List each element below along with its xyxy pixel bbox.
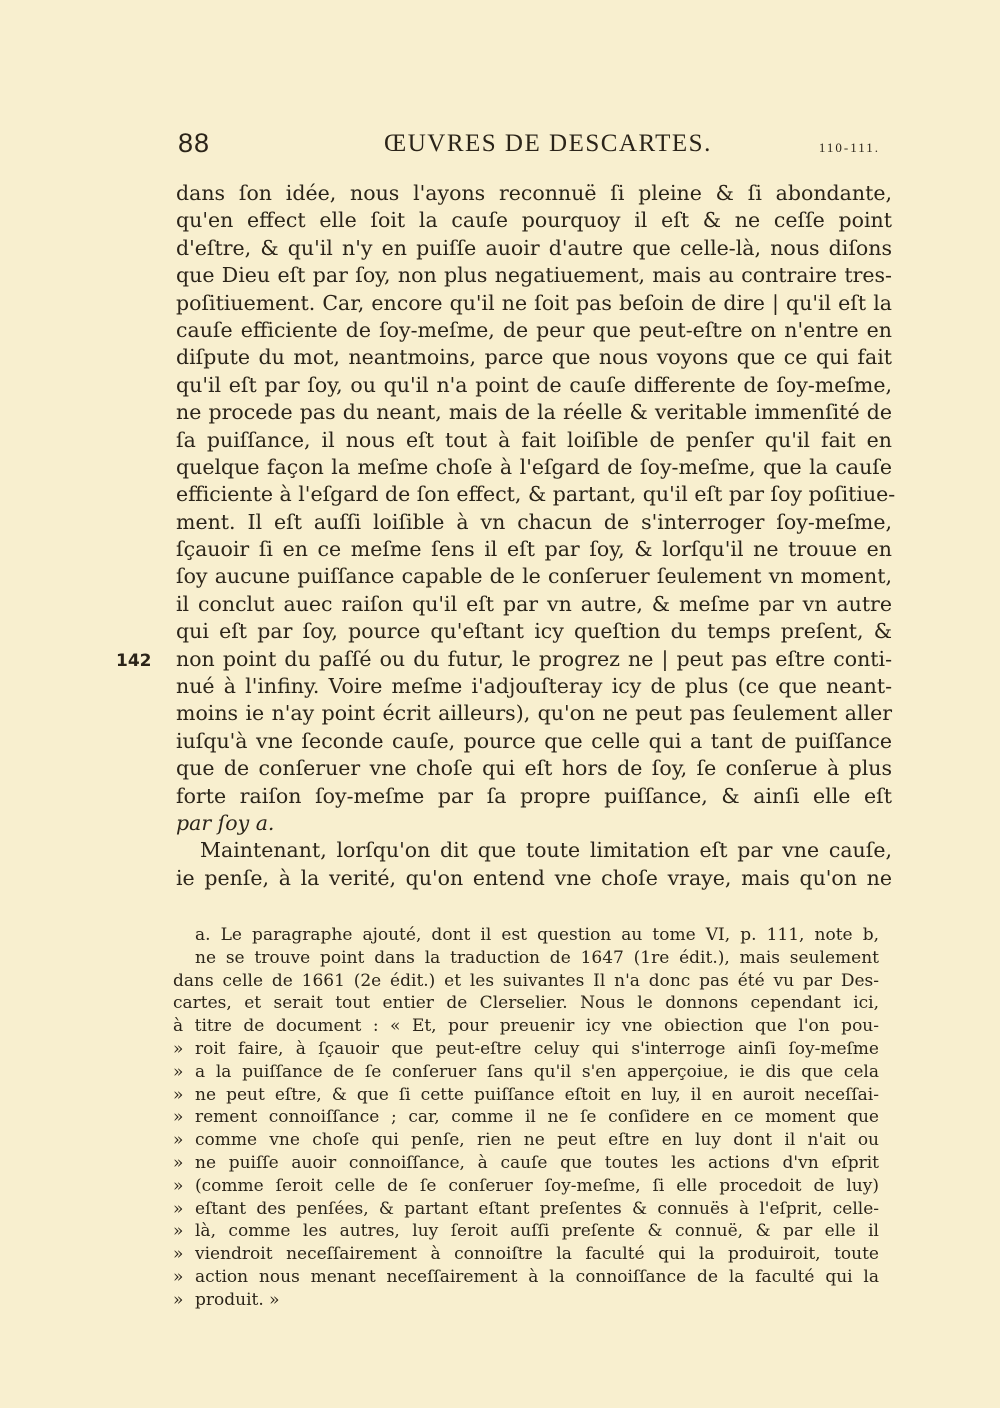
quote-mark: » [173,1038,184,1059]
text-line: que Dieu eſt par ſoy, non plus negatiuement, mais au contraire tres- [176,263,892,288]
quote-mark: » [173,1175,184,1196]
footnote-line: ne se trouve point dans la traduction de 1647 (1re édit.), mais seulement [195,947,879,968]
footnote-quote-line [173,1084,879,1107]
footnote-quote-line [173,1061,879,1084]
footnote-line: a. Le paragraphe ajouté, dont il est question au tome VI, p. 111, note b, [195,925,879,945]
quote-text: produit. » [195,1289,280,1310]
text-line: nué à l'infiny. Voire meſme i'adjouſteray icy de plus (ce que neant- [176,674,892,699]
text-line: qu'il eſt par ſoy, ou qu'il n'a point de cauſe differente de ſoy-meſme, [176,372,892,397]
quote-text: roit faire, à ſçauoir que peut-eſtre celuy qui s'interroge ainſi ſoy-meſme [195,1038,879,1059]
text-line: que de conſeruer vne choſe qui eſt hors de ſoy, ſe conſerue à plus [176,756,892,781]
footnote-quote-line [173,1220,879,1243]
footnote-quote-line [173,1129,879,1152]
text-line: ſoy aucune puiſſance capable de le conſeruer ſeulement vn moment, [176,564,892,589]
text-line: diſpute du mot, neantmoins, parce que nous voyons que ce qui fait [176,345,892,370]
quote-mark: » [173,1107,184,1128]
text-line: Maintenant, lorſqu'on dit que toute limitation eſt par vne cauſe, [200,838,892,863]
quote-mark: » [173,1221,184,1242]
quote-mark: » [173,1130,184,1151]
quote-mark: » [173,1289,184,1310]
footnote [173,924,879,1312]
folio-range: 110-111. [818,140,880,155]
quote-text: là, comme les autres, luy ſeroit auſſi preſente & connuë, & par elle il [195,1221,879,1242]
margin-page-reference: 142 [116,651,152,671]
quote-text: a la puiſſance de ſe conſeruer ſans qu'il s'en apperçoiue, ie dis que cela [195,1061,879,1082]
text-line: ne procede pas du neant, mais de la réelle & veritable immenſité de [176,400,892,425]
text-line: forte raiſon ſoy-meſme par ſa propre puiſſance, & ainſi elle eſt [176,783,892,808]
footnote-quote-line [173,1106,879,1129]
quote-mark: » [173,1084,184,1105]
text-line: efficiente à l'eſgard de ſon effect, & partant, qu'il eſt par ſoy poſitiue- [176,482,896,507]
text-line: poſitiuement. Car, encore qu'il ne ſoit pas beſoin de dire | qu'il eſt la [176,290,892,315]
main-text [176,180,896,892]
quote-mark: » [173,1061,184,1082]
quote-text: action nous menant neceſſairement à la connoiſſance de la faculté qui la [195,1266,879,1287]
footnote-quote-line [173,1243,879,1266]
running-title: ŒUVRES DE DESCARTES. [384,130,712,157]
footnote-quote-line [173,1198,879,1221]
text-line: ment. Il eſt auſſi loiſible à vn chacun de s'interroger ſoy-meſme, [176,509,892,534]
text-line: quelque façon la meſme choſe à l'eſgard de ſoy-meſme, que la cauſe [176,454,892,479]
quote-text: ne puiſſe auoir connoiſſance, à cauſe que toutes les actions d'vn eſprit [195,1152,879,1173]
footnote-quote-line [173,1038,879,1061]
text-line: ſçauoir ſi en ce meſme ſens il eſt par ſoy, & lorſqu'il ne trouue en [176,537,892,562]
quote-mark: » [173,1152,184,1173]
quote-text: viendroit neceſſairement à connoiſtre la faculté qui la produiroit, toute [195,1244,879,1265]
quote-text: ne peut eſtre, & que ſi cette puiſſance eſtoit en luy, il en auroit neceſſai- [195,1084,879,1105]
footnote-quote-line [173,1266,879,1289]
quote-mark: » [173,1244,184,1265]
text-line: iuſqu'à vne ſeconde cauſe, pource que celle qui a tant de puiſſance [176,728,892,753]
text-line: non point du paſſé ou du futur, le progrez ne | peut pas eſtre conti- [176,646,892,671]
footnote-quote-line [173,1175,879,1198]
text-line: moins ie n'ay point écrit ailleurs), qu'on ne peut pas ſeulement aller [176,701,892,726]
text-line: qu'en effect elle ſoit la cauſe pourquoy il eſt & ne ceſſe point [176,208,892,233]
footnote-line: à titre de document : « Et, pour preuenir icy vne obiection que l'on pou- [173,1016,879,1037]
quote-text: eſtant des penſées, & partant eſtant preſentes & connuës à l'eſprit, celle- [195,1198,879,1219]
footnote-quote-line [173,1289,879,1312]
footnote-quote-line [173,1152,879,1175]
quote-text: comme vne choſe qui penſe, rien ne peut eſtre en luy dont il n'ait ou [195,1130,879,1151]
footnote-line: cartes, et serait tout entier de Clerselier. Nous le donnons cependant ici, [173,993,879,1014]
text-line: qui eſt par ſoy, pource qu'eſtant icy queſtion du temps preſent, & [176,619,892,644]
quote-text: (comme ſeroit celle de ſe conſeruer ſoy-meſme, ſi elle procedoit de luy) [195,1175,879,1196]
page-header [178,128,882,168]
text-line: dans ſon idée, nous l'ayons reconnuë ſi pleine & ſi abondante, [176,181,892,205]
text-line: ſa puiſſance, il nous eſt tout à fait loiſible de penſer qu'il fait en [176,427,892,452]
text-line: cauſe efficiente de ſoy-meſme, de peur que peut-eſtre on n'entre en [176,317,892,342]
quote-mark: » [173,1266,184,1287]
text-line: d'eſtre, & qu'il n'y en puiſſe auoir d'autre que celle-là, nous diſons [176,235,892,260]
quote-text: rement connoiſſance ; car, comme il ne ſe conſidere en ce moment que [195,1107,879,1128]
quote-mark: » [173,1198,184,1219]
page-number: 88 [178,128,211,158]
text-line: par ſoy a. [176,810,275,835]
footnote-line: dans celle de 1661 (2e édit.) et les suivantes Il n'a donc pas été vu par Des- [173,970,879,991]
text-line: ie penſe, à la verité, qu'on entend vne choſe vraye, mais qu'on ne [176,865,892,890]
text-line: il conclut auec raiſon qu'il eſt par vn autre, & meſme par vn autre [176,591,892,616]
